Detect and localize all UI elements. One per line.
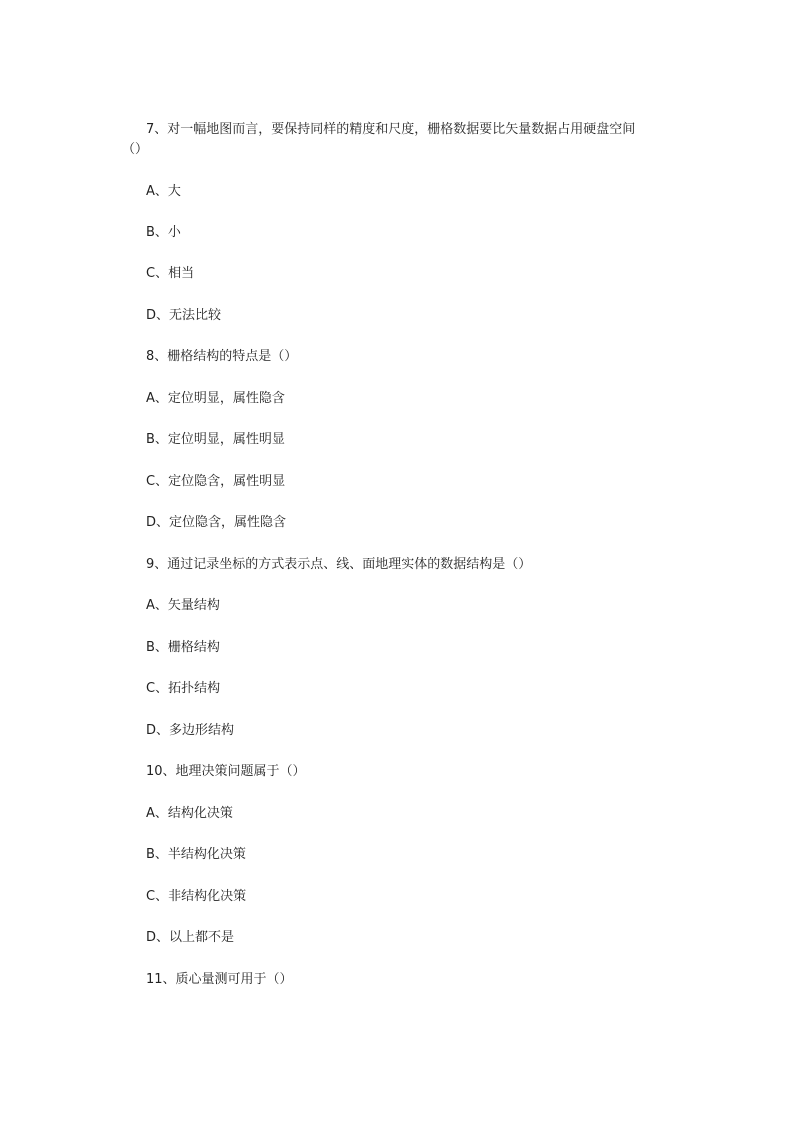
question-9-option-a: A、矢量结构 (146, 598, 220, 613)
question-9-option-d: D、多边形结构 (146, 723, 235, 738)
question-8-option-d: D、定位隐含，属性隐含 (146, 515, 287, 530)
question-8-option-c: C、定位隐含，属性明显 (146, 474, 286, 489)
question-7-stem-continued: （） (122, 142, 149, 157)
question-8-stem: 8、栅格结构的特点是（） (146, 349, 298, 364)
question-7-option-c: C、相当 (146, 266, 195, 281)
question-11-stem: 11、质心量测可用于（） (146, 972, 293, 987)
question-8-option-b: B、定位明显，属性明显 (146, 432, 285, 447)
question-10-stem: 10、地理决策问题属于（） (146, 764, 306, 779)
question-7-option-b: B、小 (146, 225, 181, 240)
question-7-option-a: A、大 (146, 184, 181, 199)
question-10-option-b: B、半结构化决策 (146, 847, 246, 862)
question-10-option-c: C、非结构化决策 (146, 889, 247, 904)
question-9-option-b: B、栅格结构 (146, 640, 220, 655)
question-10-option-a: A、结构化决策 (146, 806, 233, 821)
question-9-option-c: C、拓扑结构 (146, 681, 221, 696)
question-8-option-a: A、定位明显，属性隐含 (146, 391, 285, 406)
question-10-option-d: D、以上都不是 (146, 930, 235, 945)
question-7-stem: 7、对一幅地图而言，要保持同样的精度和尺度，栅格数据要比矢量数据占用硬盘空间 (146, 122, 636, 137)
question-9-stem: 9、通过记录坐标的方式表示点、线、面地理实体的数据结构是（） (146, 557, 532, 572)
question-7-option-d: D、无法比较 (146, 308, 222, 323)
